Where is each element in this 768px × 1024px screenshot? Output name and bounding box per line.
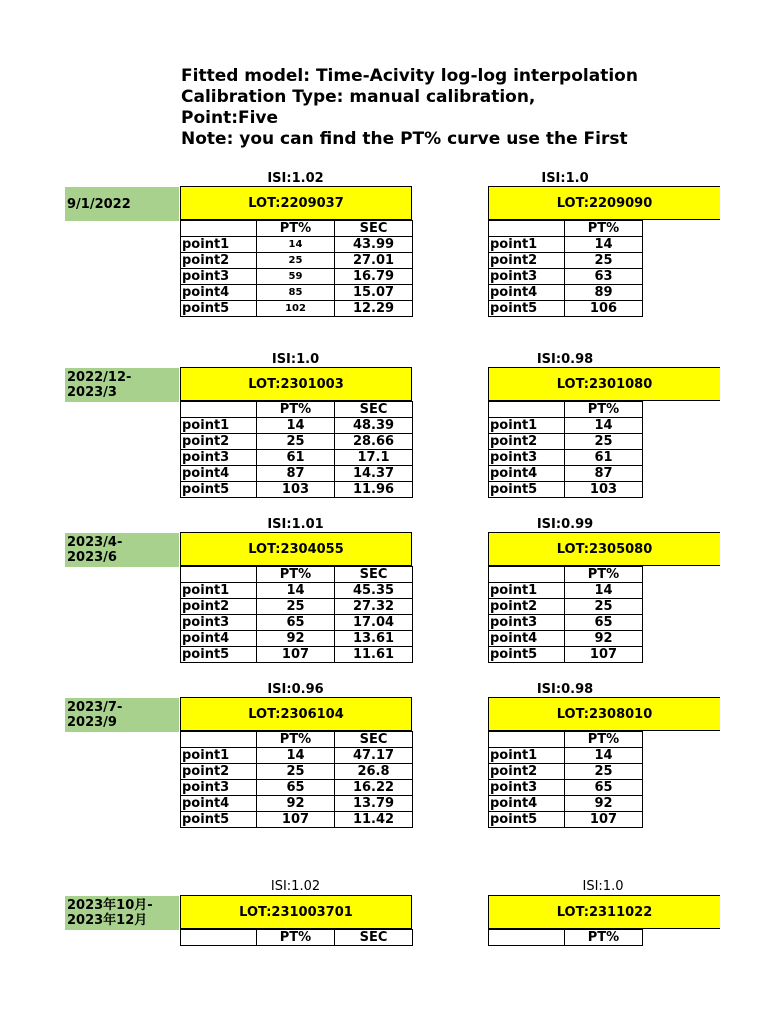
pt-value: 87	[565, 466, 643, 482]
sec-value: 13.61	[335, 631, 413, 647]
point-label: point4	[181, 631, 257, 647]
point-label: point1	[489, 583, 565, 599]
table-row	[181, 780, 413, 796]
table-row	[181, 748, 413, 764]
point-label: point4	[181, 285, 257, 301]
pt-value: 25	[257, 253, 335, 269]
point-label: point5	[489, 301, 565, 317]
pt-value: 107	[257, 812, 335, 828]
isi-label-left: ISI:0.96	[267, 682, 324, 697]
pt-value: 87	[257, 466, 335, 482]
pt-value: 25	[257, 764, 335, 780]
point-label: point5	[181, 482, 257, 498]
table-row	[489, 269, 643, 285]
date-label: 2023/7- 2023/9	[65, 698, 179, 732]
point-label: point5	[489, 482, 565, 498]
isi-label-left: ISI:1.02	[267, 171, 324, 186]
calibration-block-4	[0, 681, 768, 831]
point-label: point5	[181, 301, 257, 317]
point-label: point3	[489, 780, 565, 796]
isi-label-right: ISI:1.0	[582, 879, 624, 894]
table-row	[489, 434, 643, 450]
calibration-block-5	[0, 879, 768, 949]
table-row	[181, 269, 413, 285]
sec-value: 14.37	[335, 466, 413, 482]
point-label: point1	[489, 237, 565, 253]
isi-label-left: ISI:1.0	[271, 352, 320, 367]
sec-value: 27.01	[335, 253, 413, 269]
sec-value: 16.79	[335, 269, 413, 285]
table-row	[489, 450, 643, 466]
pt-value: 65	[565, 615, 643, 631]
table-row	[181, 796, 413, 812]
lot-header-right: LOT:2301080	[488, 367, 720, 401]
table-row	[489, 631, 643, 647]
lot-header-left: LOT:2301003	[180, 367, 412, 401]
pt-value: 92	[257, 631, 335, 647]
point-label: point4	[489, 796, 565, 812]
pt-value: 92	[565, 631, 643, 647]
table-row	[489, 647, 643, 663]
table-row	[181, 450, 413, 466]
pt-value: 106	[565, 301, 643, 317]
note-line: Note: you can find the PT% curve use the First	[181, 129, 628, 149]
pt-value: 25	[565, 434, 643, 450]
table-row	[181, 647, 413, 663]
isi-label-right: ISI:0.99	[536, 517, 594, 532]
isi-label-left: ISI:1.01	[267, 517, 324, 532]
point-label: point4	[489, 631, 565, 647]
lot-header-right: LOT:2311022	[488, 895, 720, 929]
lot-header-right: LOT:2305080	[488, 532, 720, 566]
point-count-line: Point:Five	[181, 108, 279, 128]
calibration-table-right	[488, 929, 643, 946]
table-row	[489, 599, 643, 615]
pt-value: 107	[565, 812, 643, 828]
pt-value: 14	[257, 237, 335, 253]
point-label: point2	[489, 599, 565, 615]
col-header-pt: PT%	[257, 732, 335, 748]
table-row	[489, 780, 643, 796]
table-row	[489, 466, 643, 482]
calibration-block-1	[0, 170, 768, 320]
point-label: point2	[181, 599, 257, 615]
table-row	[489, 253, 643, 269]
sec-value: 15.07	[335, 285, 413, 301]
table-row	[181, 301, 413, 317]
calibration-table-left	[180, 731, 413, 828]
lot-header-left: LOT:2306104	[180, 697, 412, 731]
point-label: point4	[181, 466, 257, 482]
table-row	[489, 418, 643, 434]
pt-value: 102	[257, 301, 335, 317]
col-header-pt: PT%	[565, 221, 643, 237]
col-header-sec: SEC	[335, 221, 413, 237]
table-row	[181, 599, 413, 615]
point-label: point5	[489, 812, 565, 828]
sec-value: 47.17	[335, 748, 413, 764]
point-label: point1	[181, 748, 257, 764]
table-row	[181, 418, 413, 434]
table-header-row	[181, 402, 413, 418]
point-label: point3	[181, 615, 257, 631]
point-label: point5	[489, 647, 565, 663]
pt-value: 107	[565, 647, 643, 663]
sec-value: 11.42	[335, 812, 413, 828]
table-row	[489, 796, 643, 812]
sec-value: 26.8	[335, 764, 413, 780]
pt-value: 92	[257, 796, 335, 812]
sec-value: 16.22	[335, 780, 413, 796]
table-header-row	[489, 402, 643, 418]
col-header-pt: PT%	[257, 567, 335, 583]
pt-value: 61	[565, 450, 643, 466]
sec-value: 11.61	[335, 647, 413, 663]
table-row	[489, 301, 643, 317]
sec-value: 43.99	[335, 237, 413, 253]
point-label: point2	[181, 434, 257, 450]
pt-value: 65	[565, 780, 643, 796]
pt-value: 103	[565, 482, 643, 498]
point-label: point1	[489, 418, 565, 434]
pt-value: 65	[257, 780, 335, 796]
col-header-pt: PT%	[257, 221, 335, 237]
table-header-row	[181, 567, 413, 583]
isi-label-right: ISI:1.0	[541, 171, 589, 186]
lot-header-right: LOT:2209090	[488, 186, 720, 220]
point-label: point2	[181, 253, 257, 269]
table-row	[489, 764, 643, 780]
table-row	[181, 285, 413, 301]
point-label: point2	[489, 434, 565, 450]
calibration-table-left	[180, 220, 413, 317]
calibration-table-right	[488, 566, 643, 663]
point-label: point3	[181, 450, 257, 466]
pt-value: 85	[257, 285, 335, 301]
pt-value: 14	[565, 418, 643, 434]
table-row	[181, 812, 413, 828]
calibration-table-right	[488, 731, 643, 828]
pt-value: 63	[565, 269, 643, 285]
point-label: point3	[489, 450, 565, 466]
pt-value: 14	[257, 583, 335, 599]
table-row	[181, 253, 413, 269]
sec-value: 17.04	[335, 615, 413, 631]
table-row	[181, 434, 413, 450]
pt-value: 107	[257, 647, 335, 663]
point-label: point4	[489, 285, 565, 301]
point-label: point4	[489, 466, 565, 482]
col-header-pt: PT%	[565, 402, 643, 418]
date-label: 9/1/2022	[65, 187, 179, 221]
pt-value: 14	[257, 418, 335, 434]
isi-label-right: ISI:0.98	[536, 352, 594, 367]
point-label: point1	[489, 748, 565, 764]
pt-value: 14	[565, 583, 643, 599]
sec-value: 12.29	[335, 301, 413, 317]
table-header-row	[181, 930, 413, 946]
sec-value: 48.39	[335, 418, 413, 434]
table-row	[489, 812, 643, 828]
pt-value: 25	[257, 434, 335, 450]
table-row	[489, 615, 643, 631]
calibration-type-line: Calibration Type: manual calibration,	[181, 87, 536, 107]
pt-value: 103	[257, 482, 335, 498]
table-header-row	[489, 930, 643, 946]
point-label: point3	[489, 615, 565, 631]
calibration-table-left	[180, 566, 413, 663]
sec-value: 28.66	[335, 434, 413, 450]
lot-header-left: LOT:2304055	[180, 532, 412, 566]
sec-value: 17.1	[335, 450, 413, 466]
table-row	[181, 764, 413, 780]
fitted-model-line: Fitted model: Time-Acivity log-log interpolation	[181, 66, 638, 86]
date-label: 2023/4- 2023/6	[65, 533, 179, 567]
table-row	[181, 466, 413, 482]
lot-header-right: LOT:2308010	[488, 697, 720, 731]
table-row	[489, 583, 643, 599]
pt-value: 25	[565, 253, 643, 269]
isi-label-right: ISI:0.98	[536, 682, 594, 697]
pt-value: 25	[257, 599, 335, 615]
sec-value: 45.35	[335, 583, 413, 599]
table-row	[489, 748, 643, 764]
col-header-pt: PT%	[257, 402, 335, 418]
point-label: point2	[489, 253, 565, 269]
pt-value: 14	[257, 748, 335, 764]
col-header-pt: PT%	[565, 567, 643, 583]
table-row	[181, 583, 413, 599]
pt-value: 14	[565, 237, 643, 253]
col-header-pt: PT%	[565, 930, 643, 946]
calibration-table-left	[180, 929, 413, 946]
point-label: point2	[181, 764, 257, 780]
point-label: point5	[181, 812, 257, 828]
pt-value: 25	[565, 599, 643, 615]
table-header-row	[489, 732, 643, 748]
lot-header-left: LOT:2209037	[180, 186, 412, 220]
isi-label-left: ISI:1.02	[270, 879, 321, 894]
pt-value: 65	[257, 615, 335, 631]
point-label: point3	[489, 269, 565, 285]
col-header-sec: SEC	[335, 930, 413, 946]
col-header-sec: SEC	[335, 567, 413, 583]
point-label: point4	[181, 796, 257, 812]
table-row	[489, 482, 643, 498]
pt-value: 25	[565, 764, 643, 780]
point-label: point3	[181, 269, 257, 285]
table-row	[181, 631, 413, 647]
calibration-block-3	[0, 516, 768, 666]
calibration-table-left	[180, 401, 413, 498]
point-label: point1	[181, 583, 257, 599]
point-label: point2	[489, 764, 565, 780]
table-header-row	[181, 221, 413, 237]
pt-value: 92	[565, 796, 643, 812]
point-label: point1	[181, 418, 257, 434]
document-header	[181, 66, 643, 150]
table-header-row	[489, 221, 643, 237]
table-row	[489, 237, 643, 253]
point-label: point3	[181, 780, 257, 796]
pt-value: 89	[565, 285, 643, 301]
date-label: 2023年10月- 2023年12月	[65, 896, 179, 930]
pt-value: 61	[257, 450, 335, 466]
sec-value: 13.79	[335, 796, 413, 812]
table-row	[181, 615, 413, 631]
col-header-pt: PT%	[257, 930, 335, 946]
calibration-table-right	[488, 220, 643, 317]
col-header-sec: SEC	[335, 402, 413, 418]
point-label: point5	[181, 647, 257, 663]
date-label: 2022/12- 2023/3	[65, 368, 179, 402]
table-row	[181, 237, 413, 253]
col-header-sec: SEC	[335, 732, 413, 748]
sec-value: 11.96	[335, 482, 413, 498]
table-header-row	[181, 732, 413, 748]
calibration-block-2	[0, 351, 768, 501]
point-label: point1	[181, 237, 257, 253]
sec-value: 27.32	[335, 599, 413, 615]
pt-value: 59	[257, 269, 335, 285]
pt-value: 14	[565, 748, 643, 764]
table-header-row	[489, 567, 643, 583]
table-row	[489, 285, 643, 301]
col-header-pt: PT%	[565, 732, 643, 748]
lot-header-left: LOT:231003701	[180, 895, 412, 929]
calibration-table-right	[488, 401, 643, 498]
table-row	[181, 482, 413, 498]
